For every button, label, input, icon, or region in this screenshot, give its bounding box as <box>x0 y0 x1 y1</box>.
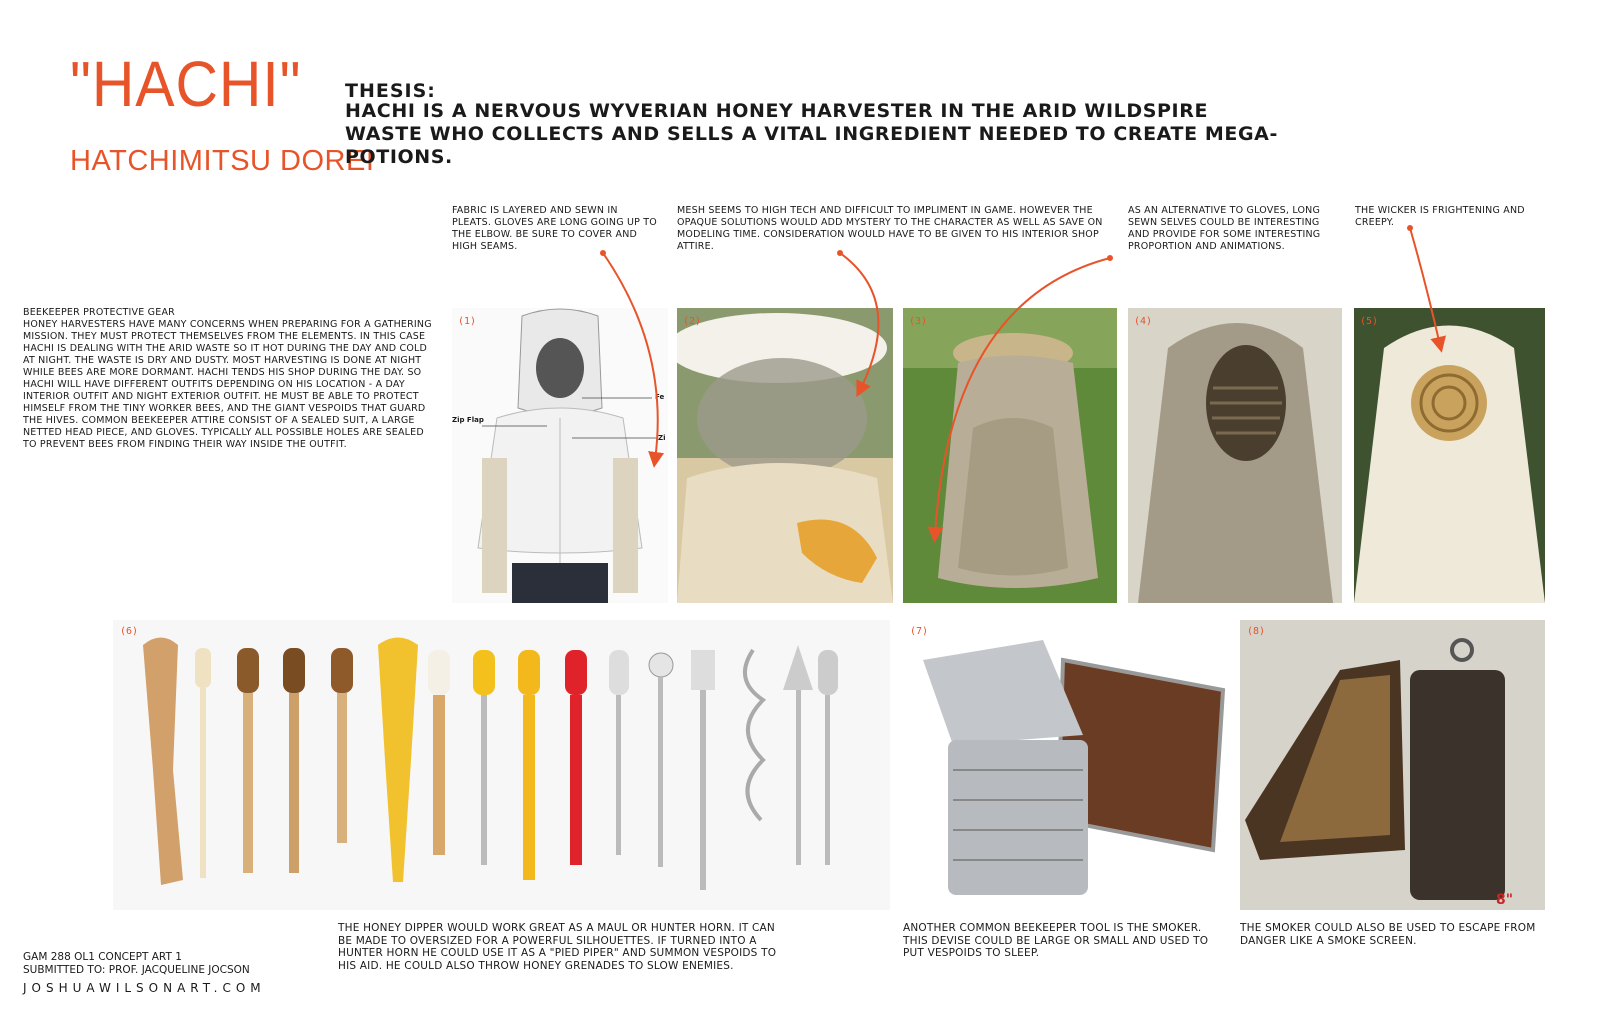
photo-number-1: (1) <box>458 316 477 327</box>
note-wicker: THE WICKER IS FRIGHTENING AND CREEPY. <box>1355 205 1525 228</box>
photo-number-2: (2) <box>683 316 702 327</box>
page-subtitle: HATCHIMITSU DOREI <box>70 145 375 177</box>
photo-number-8: (8) <box>1247 626 1266 637</box>
label-zip-flap: Zip Flap <box>452 416 484 424</box>
website-link[interactable]: JOSHUAWILSONART.COM <box>23 981 266 995</box>
photo-number-6: (6) <box>120 626 139 637</box>
label-zi: Zi <box>658 434 666 442</box>
label-fe: Fe <box>655 393 665 401</box>
note-sleeves: AS AN ALTERNATIVE TO GLOVES, LONG SEWN SELVES COULD BE INTERESTING AND PROVIDE FOR SOME INTERESTING PROPORTION AND ANIMATIONS. <box>1128 205 1321 252</box>
intro-heading: BEEKEEPER PROTECTIVE GEAR <box>23 307 175 318</box>
page-title: "HACHI" <box>70 48 302 120</box>
note-fabric: FABRIC IS LAYERED AND SEWN IN PLEATS. GLOVES ARE LONG GOING UP TO THE ELBOW. BE SURE TO COVER AND HIGH SEAMS. <box>452 205 657 252</box>
note-mesh: MESH SEEMS TO HIGH TECH AND DIFFICULT TO IMPLIMENT IN GAME. HOWEVER THE OPAQUE SOLUTIONS WOULD ADD MYSTERY TO THE CHARACTER AS WELL AS SAVE ON MODELING TIME. CONSIDERATION WOULD HAVE TO BE GIVEN TO HIS INTERIOR SHOP ATTIRE. <box>677 205 1103 252</box>
submitted-label: SUBMITTED TO: PROF. JACQUELINE JOCSON <box>23 964 250 976</box>
caption-honey-dipper: THE HONEY DIPPER WOULD WORK GREAT AS A MAUL OR HUNTER HORN. IT CAN BE MADE TO OVERSIZED FOR A POWERFUL SILHOUETTES. IF TURNED INTO A HUNTER HORN HE COULD USE IT AS A "PIED PIPER" AND SUMMON VESPOIDS TO HIS AID. HE COULD ALSO THROW HONEY GRENADES TO SLOW ENEMIES. <box>338 922 777 972</box>
photo-number-4: (4) <box>1134 316 1153 327</box>
caption-smoke-screen: THE SMOKER COULD ALSO BE USED TO ESCAPE FROM DANGER LIKE A SMOKE SCREEN. <box>1240 922 1536 947</box>
photo-number-3: (3) <box>909 316 928 327</box>
intro-body: HONEY HARVESTERS HAVE MANY CONCERNS WHEN PREPARING FOR A GATHERING MISSION. THEY MUST PROTECT THEMSELVES FROM THE ELEMENTS. IN THIS CASE HACHI IS DEALING WITH THE ARID WASTE SO IT HOT DURING THE DAY AND COLD AT NIGHT. THE WASTE IS DRY AND DUSTY. MOST HARVESTING IS DONE AT NIGHT WHILE BEES ARE MORE DORMANT. HACHI TENDS HIS SHOP DURING THE DAY. SO HACHI WILL HAVE DIFFERENT OUTFITS DEPENDING ON HIS LOCATION - A DAY INTERIOR OUTFIT AND NIGHT EXTERIOR OUTFIT. HE MUST BE ABLE TO PROTECT HIMSELF FROM THE TINY WORKER BEES, AND THE GIANT VESPOIDS THAT GUARD THE HIVES. COMMON BEEKEEPER ATTIRE CONSIST OF A SEALED SUIT, A LARGE NETTED HEAD PIECE, AND GLOVES. TYPICALLY ALL POSSIBLE HOLES ARE SEALED TO PREVENT BEES FROM FINDING THEIR WAY INSIDE THE OUTFIT. <box>23 319 432 450</box>
caption-smoker: ANOTHER COMMON BEEKEEPER TOOL IS THE SMOKER. THIS DEVISE COULD BE LARGE OR SMALL AND USED TO PUT VESPOIDS TO SLEEP. <box>903 922 1209 959</box>
course-label: GAM 288 OL1 CONCEPT ART 1 <box>23 951 182 963</box>
thesis-text: HACHI IS A NERVOUS WYVERIAN HONEY HARVESTER IN THE ARID WILDSPIRE WASTE WHO COLLECTS AND SELLS A VITAL INGREDIENT NEEDED TO CREATE MEGA-POTIONS. <box>345 100 1278 168</box>
size-mark: 8" <box>1496 892 1514 908</box>
photo-number-7: (7) <box>910 626 929 637</box>
thesis-label: THESIS: <box>345 80 436 102</box>
photo-number-5: (5) <box>1360 316 1379 327</box>
